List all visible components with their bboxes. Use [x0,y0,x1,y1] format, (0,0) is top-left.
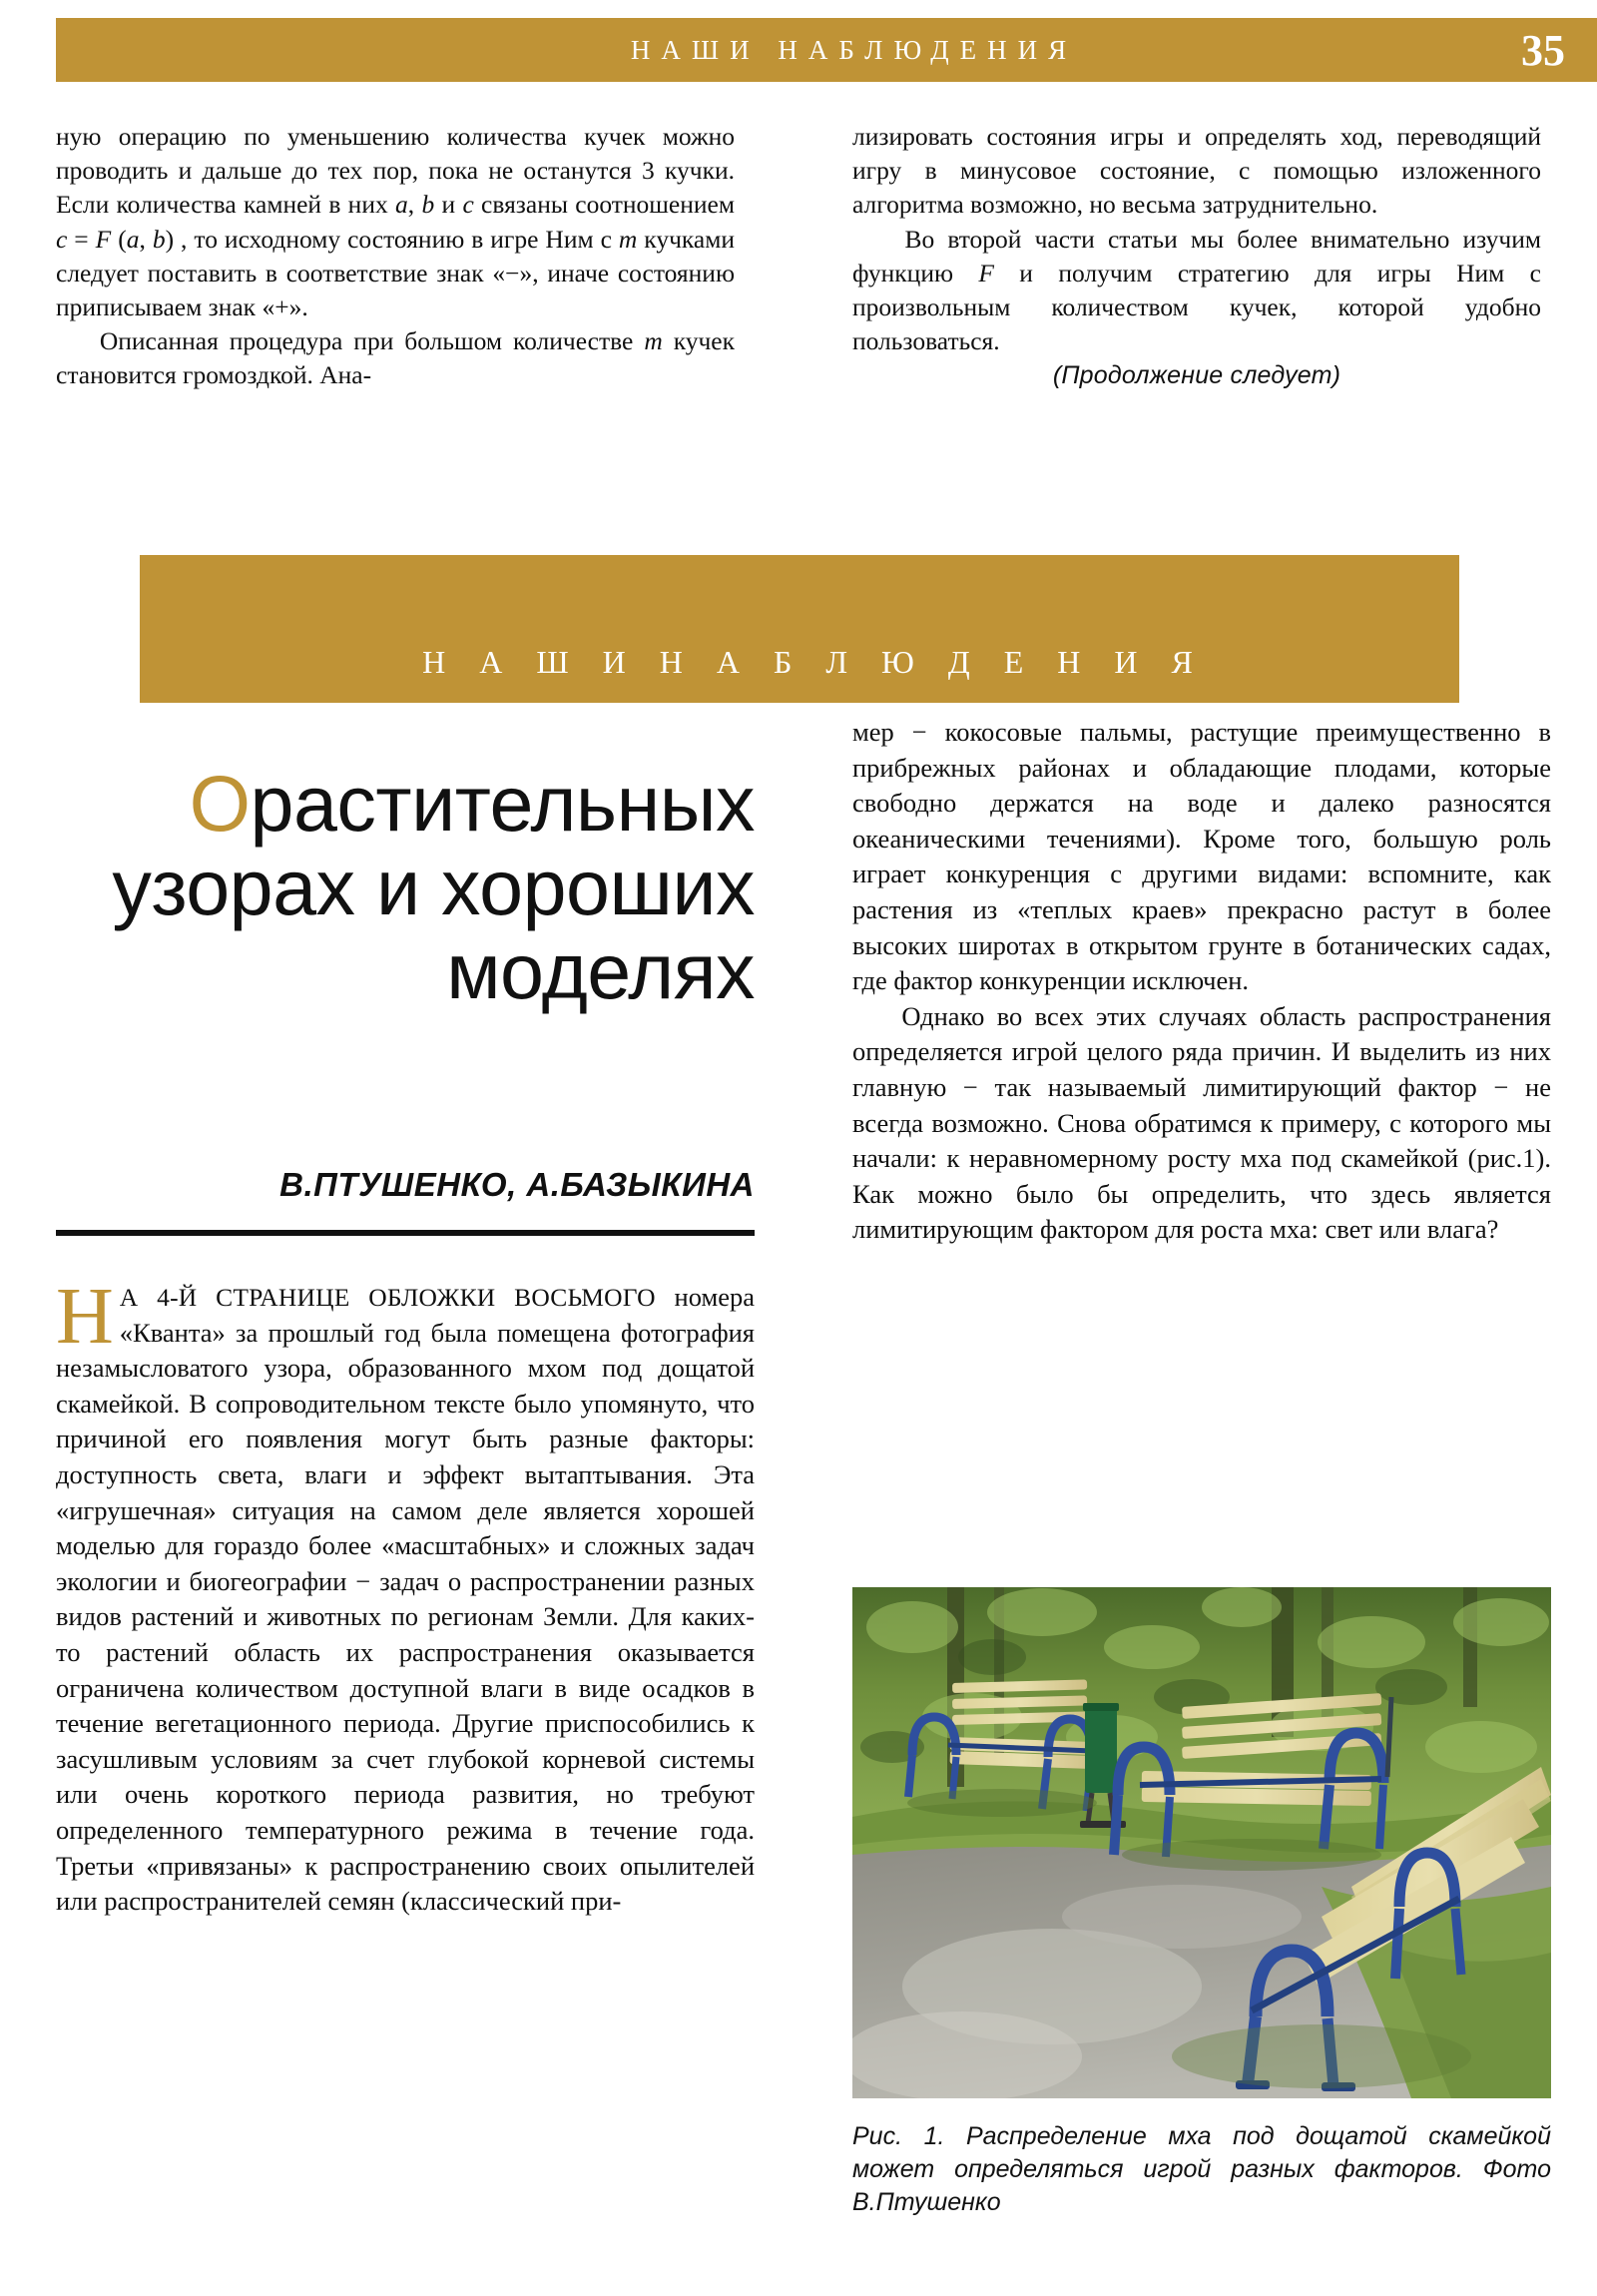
headline-initial-letter: О [189,758,251,848]
dropcap-letter: Н [56,1273,114,1361]
running-head [56,18,1597,82]
article-headline [56,758,755,1015]
running-head-title: НАШИ НАБЛЮДЕНИЯ [630,34,1078,65]
continued-article-left-column [56,120,735,393]
opening-smallcaps: А 4-Й СТРАНИЦЕ ОБЛОЖКИ ВОСЬМОГО [119,1283,656,1312]
article-byline: В.ПТУШЕНКО, А.БАЗЫКИНА [279,1166,755,1203]
figure-1 [852,1587,1551,2219]
article-opening-paragraph [56,1273,755,1920]
continued-article-right-column [852,120,1541,393]
byline-rule [56,1230,755,1236]
article-right-column [852,715,1551,1248]
section-banner-title: Н А Ш И Н А Б Л Ю Д Е Н И Я [422,644,1206,680]
park-benches-illustration [852,1587,1551,2098]
park-benches-photo [852,1587,1551,2098]
article-left-column [56,1273,755,1920]
article-left-text: номера «Кванта» за прошлый год была помещена фотография незамысловатого узора, образованного мхом под дощатой скамейкой. В сопроводительном тексте было упомянуто, что причиной его появления могут быть разные факторы: доступность света, влаги и эффект вытаптывания. Эта «игрушечная» ситуация на самом деле является хорошей моделью для гораздо более «масштабных» и сложных задач экологии и биогеографии − задач о распространении разных видов растений и животных по регионам Земли. Для каких-то растений область их распространения оказывается ограничена количеством доступной влаги в виде осадков в течение вегетационного периода. Другие приспособились к засушливым условиям за счет глубокой корневой системы или очень короткого периода развития, но требуют определенного температурного режима в течение года. Третьи «привязаны» к распространению своих опылителей или распространителей семян (классический при- [56,1282,755,1917]
headline-rest: растительных узорах и хороших моделях [112,758,755,1015]
article-right-text: мер − кокосовые пальмы, растущие преимущественно в прибрежных районах и обладающие плодами, которые свободно держатся на воде и далеко разносятся океаническими течениями). Кроме того, большую роль играет конкуренция с другими видами: вспомните, как растения из «теплых краев» прекрасно растут в более высоких широтах в открытом грунте в ботанических садах, где фактор конкуренции исключен. Однако во всех этих случаях область распространения определяется игрой целого ряда причин. И выделить из них главную − так называемый лимитирующий фактор − не всегда возможно. Снова обратимся к примеру, с которого мы начали: к неравномерному росту мха под скамейкой (рис.1). Как можно было бы определить, что здесь является лимитирующим фактором для роста мха: свет или влага? [852,717,1551,1245]
figure-caption: Рис. 1. Распределение мха под дощатой скамейкой может определяться игрой разных факторов. Фото В.Птушенко [852,2122,1551,2216]
section-banner [140,555,1459,703]
page-number: 35 [1521,25,1565,75]
continued-left-text: ную операцию по уменьшению количества кучек можно проводить и дальше до тех пор, пока не останутся 3 кучки. Если количества камней в них a, b и c связаны соотношением c = F (a, b) , то исходному состоянию в игре Ним с m кучками следует поставить в соответствие знак «−», иначе состоянию приписываем знак «+». Описанная процедура при большом количестве m кучек становится громоздкой. Ана- [56,122,735,390]
continued-right-text: лизировать состояния игры и определять ход, переводящий игру в минусовое состояние, с помощью изложенного алгоритма возможно, но весьма затруднительно. Во второй части статьи мы более внимательно изучим функцию F и получим стратегию для игры Ним с произвольным количеством кучек, которой удобно пользоваться. [852,122,1541,356]
continues-note: (Продолжение следует) [1052,361,1341,390]
